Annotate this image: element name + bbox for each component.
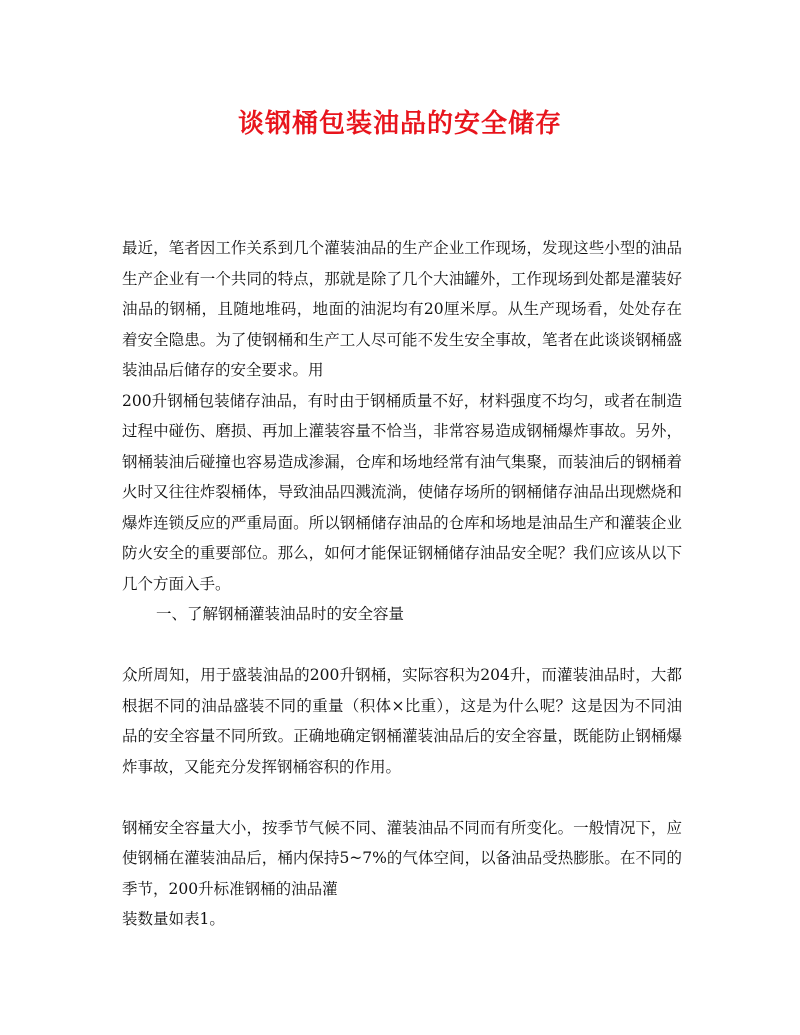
- document-body: [122, 233, 682, 935]
- paragraph-table-ref: 装数量如表1。: [122, 910, 225, 928]
- paragraph-risks: 200升钢桶包装储存油品，有时由于钢桶质量不好，材料强度不均匀，或者在制造过程中碰伤、磨损、再加上灌装容量不恰当，非常容易造成钢桶爆炸事故。另外，钢桶装油后碰撞也容易造成渗漏，仓库和场地经常有油气集聚，而装油后的钢桶着火时又往往炸裂桶体，导致油品四溅流淌，使储存场所的钢桶储存油品出现燃烧和爆炸连锁反应的严重局面。所以钢桶储存油品的仓库和场地是油品生产和灌装企业防火安全的重要部位。那么，如何才能保证钢桶储存油品安全呢？我们应该从以下几个方面入手。: [122, 391, 682, 593]
- paragraph-spacer: [122, 782, 682, 813]
- paragraph-spacer: [122, 630, 682, 661]
- section-heading-capacity: 一、了解钢桶灌装油品时的安全容量: [156, 605, 405, 623]
- paragraph-seasonal: 钢桶安全容量大小，按季节气候不同、灌装油品不同而有所变化。一般情况下，应使钢桶在灌装油品后，桶内保持5~7%的气体空间，以备油品受热膨胀。在不同的季节，200升标准钢桶的油品灌: [122, 818, 682, 898]
- document-title: 谈钢桶包装油品的安全储存: [237, 109, 562, 139]
- paragraph-capacity: 众所周知，用于盛装油品的200升钢桶，实际容积为204升，而灌装油品时，大都根据不同的油品盛装不同的重量（积体×比重），这是为什么呢？这是因为不同油品的安全容量不同所致。正确地确定钢桶灌装油品后的安全容量，既能防止钢桶爆炸事故，又能充分发挥钢桶容积的作用。: [122, 666, 682, 776]
- paragraph-intro: 最近，笔者因工作关系到几个灌装油品的生产企业工作现场，发现这些小型的油品生产企业有一个共同的特点，那就是除了几个大油罐外，工作现场到处都是灌装好油品的钢桶，且随地堆码，地面的油泥均有20厘米厚。从生产现场看，处处存在着安全隐患。为了使钢桶和生产工人尽可能不发生安全事故，笔者在此谈谈钢桶盛装油品后储存的安全要求。用: [122, 239, 682, 379]
